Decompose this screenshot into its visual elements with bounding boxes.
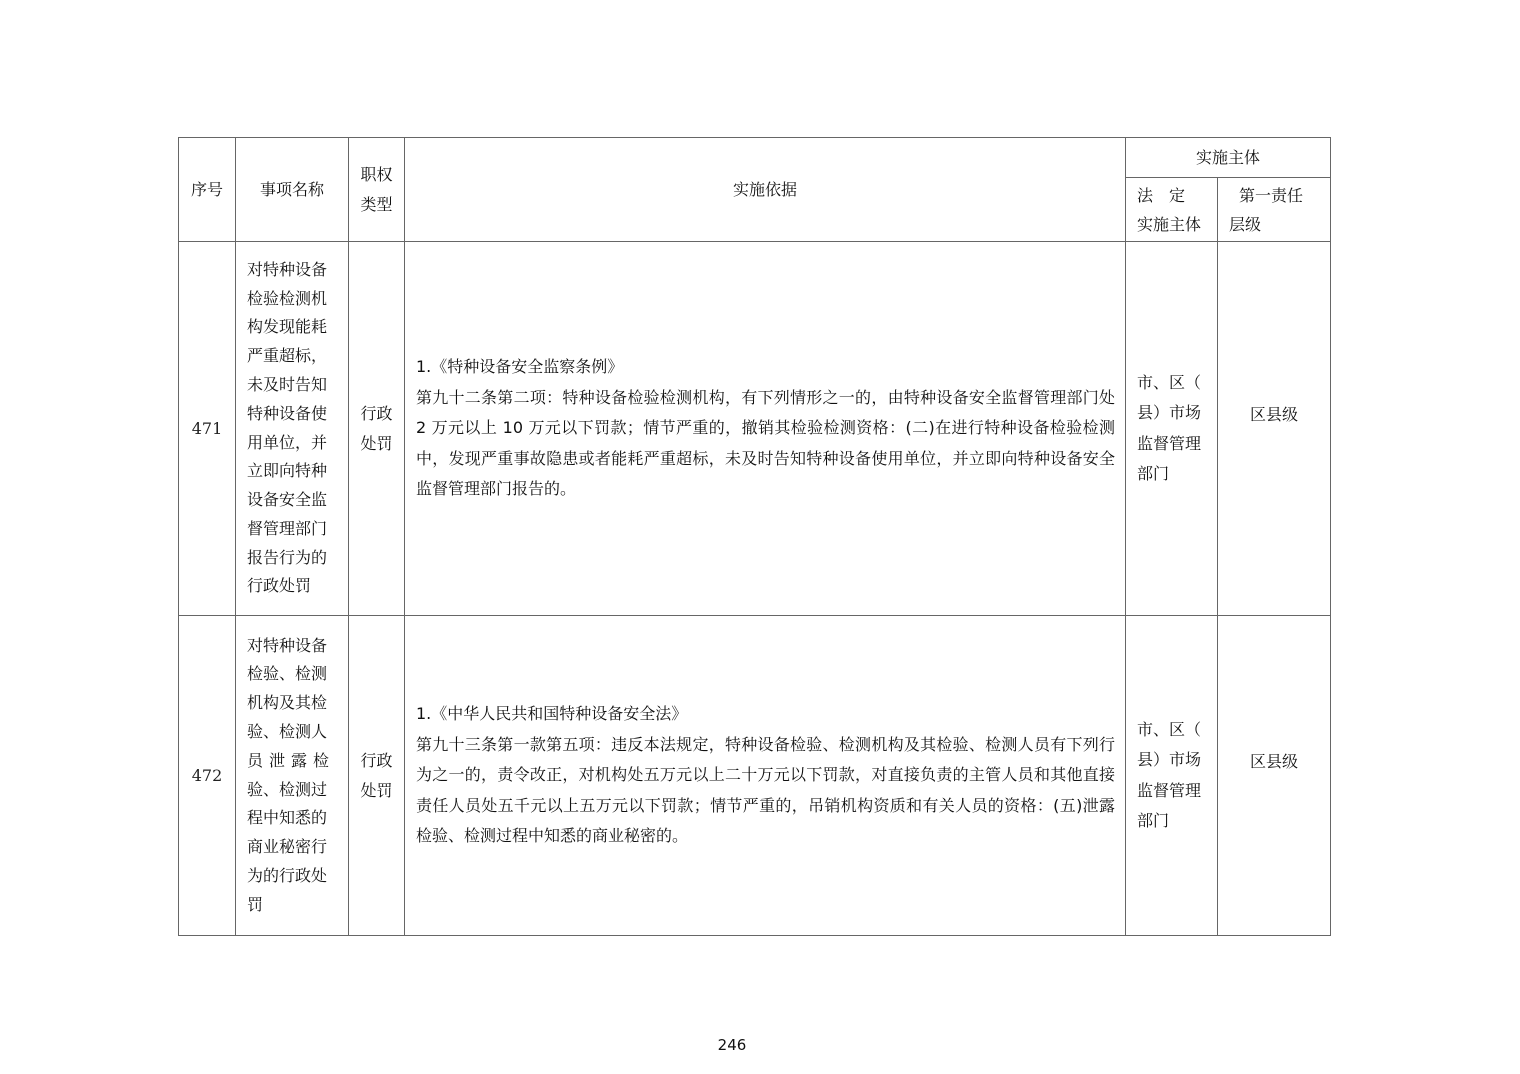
page-number: 246 bbox=[717, 1036, 747, 1054]
name-line: 罚 bbox=[247, 894, 264, 914]
header-level-line2: 层级 bbox=[1229, 214, 1262, 234]
name-line: 商业秘密行 bbox=[247, 837, 328, 857]
name-line: 用单位，并 bbox=[247, 432, 328, 452]
subject-line: 县）市场 bbox=[1137, 403, 1202, 422]
subject-line: 部门 bbox=[1137, 464, 1170, 483]
name-line: 验、检测人 bbox=[247, 721, 328, 741]
header-level bbox=[1218, 178, 1331, 242]
subject-line: 市、区（ bbox=[1137, 719, 1202, 739]
name-line: 特种设备使 bbox=[247, 403, 328, 423]
name-line: 验、检测过 bbox=[247, 779, 328, 799]
basis-title: 1.《中华人民共和国特种设备安全法》 bbox=[416, 704, 688, 724]
subject-line: 市、区（ bbox=[1137, 372, 1202, 392]
name-line: 严重超标， bbox=[247, 346, 328, 366]
type-line: 处罚 bbox=[360, 780, 393, 800]
name-line: 对特种设备 bbox=[247, 635, 328, 655]
header-level-line1: 第一责任 bbox=[1239, 185, 1304, 205]
matters-table bbox=[178, 137, 1331, 936]
row-type bbox=[349, 616, 405, 936]
name-line: 检验、检测 bbox=[247, 664, 328, 684]
name-line: 设备安全监 bbox=[247, 490, 328, 510]
header-legal-line2: 实施主体 bbox=[1137, 214, 1202, 234]
basis-text: 第九十三条第一款第五项：违反本法规定，特种设备检验、检测机构及其检验、检测人员有下列行为之一的，责令改正，对机构处五万元以上二十万元以下罚款，对直接负责的主管人员和其他直接责任人员处五千元以上五万元以下罚款；情节严重的，吊销机构资质和有关人员的资格：(五)泄露检验、检测过程中知悉的商业秘密的。 bbox=[416, 734, 1115, 846]
name-line: 程中知悉的 bbox=[247, 808, 328, 828]
name-line: 督管理部门 bbox=[247, 518, 328, 538]
name-line: 为的行政处 bbox=[247, 865, 328, 885]
row-basis bbox=[405, 616, 1126, 936]
header-name: 事项名称 bbox=[236, 138, 349, 242]
basis-title: 1.《特种设备安全监察条例》 bbox=[416, 357, 624, 377]
row-basis bbox=[405, 242, 1126, 616]
name-line: 未及时告知 bbox=[247, 374, 328, 394]
name-line: 检验检测机 bbox=[247, 288, 328, 308]
row-legal-subject bbox=[1126, 242, 1218, 616]
header-legal-line1: 法 定 bbox=[1137, 185, 1186, 205]
row-seq: 472 bbox=[179, 616, 236, 936]
row-level bbox=[1218, 242, 1331, 616]
type-line: 行政 bbox=[360, 750, 393, 770]
header-type-line2: 类型 bbox=[360, 194, 393, 214]
row-name bbox=[236, 616, 349, 936]
name-line: 对特种设备 bbox=[247, 259, 328, 279]
basis-text: 第九十二条第二项：特种设备检验检测机构，有下列情形之一的，由特种设备安全监督管理部门处 2 万元以上 10 万元以下罚款；情节严重的，撤销其检验检测资格：(二)在进行特种设备检验检测中，发现严重事故隐患或者能耗严重超标，未及时告知特种设备使用单位，并立即向特种设备安全监督管理部门报告的。 bbox=[416, 387, 1115, 499]
name-line: 机构及其检 bbox=[247, 693, 328, 713]
header-seq: 序号 bbox=[179, 138, 236, 242]
type-line: 处罚 bbox=[360, 433, 393, 453]
level-text: 区县级 bbox=[1250, 751, 1299, 771]
subject-line: 县）市场 bbox=[1137, 750, 1202, 769]
row-level bbox=[1218, 616, 1331, 936]
row-seq: 471 bbox=[179, 242, 236, 616]
header-basis: 实施依据 bbox=[405, 138, 1126, 242]
type-line: 行政 bbox=[360, 403, 393, 423]
header-subject-group: 实施主体 bbox=[1126, 138, 1331, 178]
header-type-line1: 职权 bbox=[360, 164, 393, 184]
name-line: 员泄露检 bbox=[247, 750, 336, 770]
header-row-top bbox=[179, 138, 1331, 178]
level-text: 区县级 bbox=[1250, 404, 1299, 424]
name-line: 行政处罚 bbox=[247, 576, 312, 596]
name-line: 构发现能耗 bbox=[247, 317, 328, 337]
subject-line: 监督管理 bbox=[1137, 433, 1202, 453]
row-type bbox=[349, 242, 405, 616]
name-line: 立即向特种 bbox=[247, 461, 328, 481]
table-row bbox=[179, 616, 1331, 936]
subject-line: 部门 bbox=[1137, 811, 1170, 830]
table-row bbox=[179, 242, 1331, 616]
row-name bbox=[236, 242, 349, 616]
subject-line: 监督管理 bbox=[1137, 780, 1202, 800]
row-legal-subject bbox=[1126, 616, 1218, 936]
header-legal-subject bbox=[1126, 178, 1218, 242]
header-type bbox=[349, 138, 405, 242]
name-line: 报告行为的 bbox=[247, 547, 328, 567]
